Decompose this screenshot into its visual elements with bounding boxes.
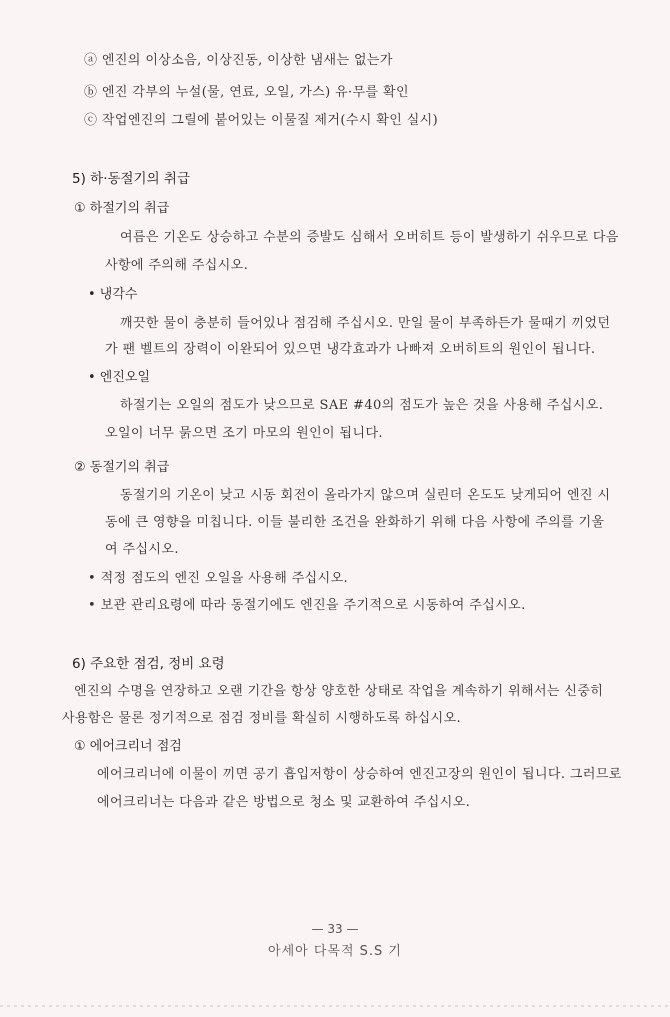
coolant-label: • 냉각수	[88, 287, 138, 302]
engine-oil-label: • 엔진오일	[88, 370, 151, 385]
summer-intro-line2: 사항에 주의해 주십시오.	[105, 258, 249, 273]
winter-line3: 여 주십시오.	[105, 542, 179, 557]
aircleaner-line2: 에어크리너는 다음과 같은 방법으로 청소 및 교환하여 주십시오.	[97, 795, 471, 810]
coolant-line1: 깨끗한 물이 충분히 들어있나 점검해 주십시오. 만일 물이 부족하든가 물때기 끼었던	[120, 316, 611, 331]
summer-intro-line1: 여름은 기온도 상승하고 수분의 증발도 심해서 오버히트 등이 발생하기 쉬우므로 다음	[120, 230, 619, 245]
scan-artifact-line	[0, 1005, 670, 1007]
section6-title: 6) 주요한 점검, 정비 요령	[72, 656, 225, 672]
engine-oil-line1: 하절기는 오일의 점도가 낮으므로 SAE #40의 점도가 높은 것을 사용해 주십시오.	[120, 398, 604, 413]
engine-oil-line2: 오일이 너무 묽으면 조기 마모의 원인이 됩니다.	[105, 426, 383, 441]
winter-line2: 동에 큰 영향을 미칩니다. 이들 불리한 조건을 완화하기 위해 다음 사항에 주의를 기울	[105, 515, 605, 530]
section6-intro-line1: 엔진의 수명을 연장하고 오랜 기간을 항상 양호한 상태로 작업을 계속하기 위해서는 신중히	[74, 684, 604, 699]
winter-bullet2: • 보관 관리요령에 따라 동절기에도 엔진을 주기적으로 시동하여 주십시오.	[88, 598, 526, 613]
section5-title: 5) 하·동절기의 취급	[72, 171, 191, 187]
winter-bullet1: • 적정 점도의 엔진 오일을 사용해 주십시오.	[88, 571, 349, 586]
intro-item-a: ⓐ 엔진의 이상소음, 이상진동, 이상한 냄새는 없는가	[84, 53, 393, 68]
aircleaner-title: ① 에어크리너 점검	[74, 739, 182, 754]
intro-item-b: ⓑ 엔진 각부의 누설(물, 연료, 오일, 가스) 유·무를 확인	[84, 85, 409, 100]
winter-title: ② 동절기의 취급	[74, 460, 170, 475]
section6-intro-line2: 사용함은 물론 정기적으로 점검 정비를 확실히 시행하도록 하십시오.	[62, 711, 462, 726]
summer-title: ① 하절기의 취급	[74, 201, 170, 216]
coolant-line2: 가 팬 벨트의 장력이 이완되어 있으면 냉각효과가 나빠져 오버히트의 원인이 됩니다.	[105, 342, 596, 357]
intro-item-c: ⓒ 작업엔진의 그릴에 붙어있는 이물질 제거(수시 확인 실시)	[84, 113, 439, 128]
page-number: — 33 —	[311, 922, 359, 936]
winter-line1: 동절기의 기온이 낮고 시동 회전이 올라가지 않으며 실린더 온도도 낮게되어 엔진 시	[120, 488, 611, 503]
aircleaner-line1: 에어크리너에 이물이 끼면 공기 흡입저항이 상승하여 엔진고장의 원인이 됩니다. 그러므로	[97, 767, 622, 782]
footer-title: 아세아 다목적 S.S 기	[268, 944, 402, 959]
